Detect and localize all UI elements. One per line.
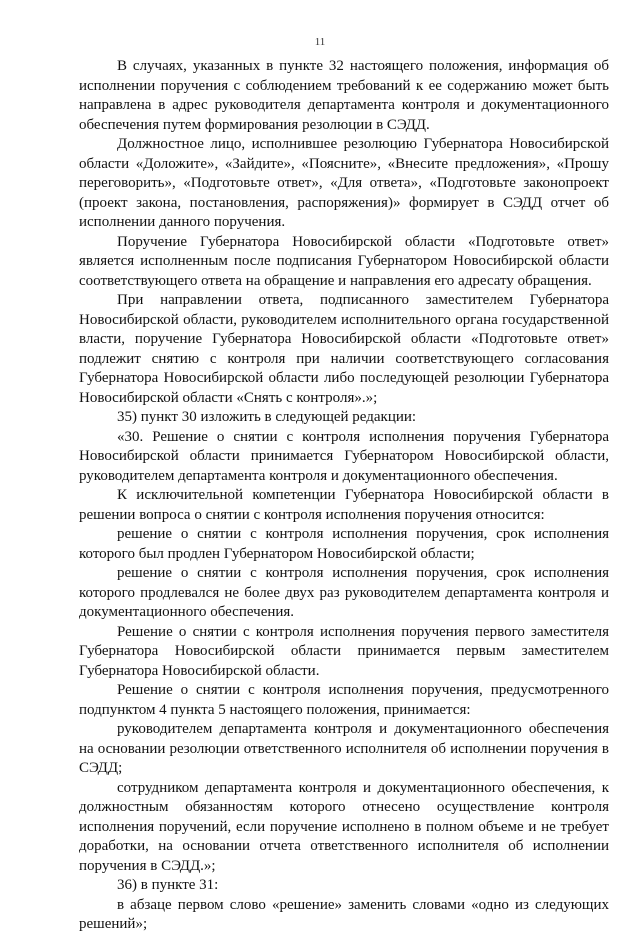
paragraph-14: 36) в пункте 31: (117, 877, 219, 893)
paragraph-1: В случаях, указанных в пункте 32 настоящего положения, информация об исполнении поручения с соблюдением требований к ее содержанию может быть направлена в адрес руководителя департамента контроля и документационного обеспечения путем формирования резолюции в СЭДД. (79, 58, 609, 133)
paragraph-6: «30. Решение о снятии с контроля исполнения поручения Губернатора Новосибирской области принимается Губернатором Новосибирской области, руководителем департамента контроля и документационного обеспечения. (79, 428, 609, 484)
paragraph-5: 35) пункт 30 изложить в следующей редакции: (117, 409, 417, 425)
page-number: 11 (314, 36, 326, 48)
paragraph-10: Решение о снятии с контроля исполнения поручения первого заместителя Губернатора Новосибирской области принимается первым заместителем Губернатора Новосибирской области. (79, 623, 609, 679)
paragraph-13: сотрудником департамента контроля и документационного обеспечения, к должностным обязанностям которого отнесено осуществление контроля исполнения поручений, если поручение исполнено в полном объеме и не требует доработки, на основании отчета ответственного исполнителя об исполнении поручения в СЭДД.»; (79, 779, 609, 874)
paragraph-3: Поручение Губернатора Новосибирской области «Подготовьте ответ» является исполненным после подписания Губернатором Новосибирской области соответствующего ответа на обращение и направления его адресату обращения. (79, 233, 609, 289)
paragraph-12: руководителем департамента контроля и документационного обеспечения на основании резолюции ответственного исполнителя об исполнении поручения в СЭДД; (79, 721, 609, 776)
document-body (79, 57, 609, 935)
paragraph-9: решение о снятии с контроля исполнения поручения, срок исполнения которого продлевался не более двух раз руководителем департамента контроля и документационного обеспечения. (79, 565, 609, 620)
paragraph-15: в абзаце первом слово «решение» заменить словами «одно из следующих решений»; (79, 896, 609, 932)
paragraph-8: решение о снятии с контроля исполнения поручения, срок исполнения которого был продлен Губернатором Новосибирской области; (79, 526, 609, 562)
paragraph-7: К исключительной компетенции Губернатора Новосибирской области в решении вопроса о снятии с контроля исполнения поручения относится: (79, 487, 609, 523)
paragraph-2: Должностное лицо, исполнившее резолюцию Губернатора Новосибирской области «Доложите», «Зайдите», «Поясните», «Внесите предложения», «Прошу переговорить», «Подготовьте ответ», «Для ответа», «Подготовьте законопроект (проект закона, постановления, распоряжения)» формирует в СЭДД отчет об исполнении данного поручения. (79, 136, 609, 230)
paragraph-11: Решение о снятии с контроля исполнения поручения, предусмотренного подпунктом 4 пункта 5 настоящего положения, принимается: (79, 682, 609, 718)
paragraph-4: При направлении ответа, подписанного заместителем Губернатора Новосибирской области, руководителем исполнительного органа государственной власти, поручение Губернатора Новосибирской области «Подготовьте ответ» подлежит снятию с контроля при наличии соответствующего согласования Губернатора Новосибирской области либо последующей резолюции Губернатора Новосибирской области «Снять с контроля».»; (79, 292, 609, 406)
